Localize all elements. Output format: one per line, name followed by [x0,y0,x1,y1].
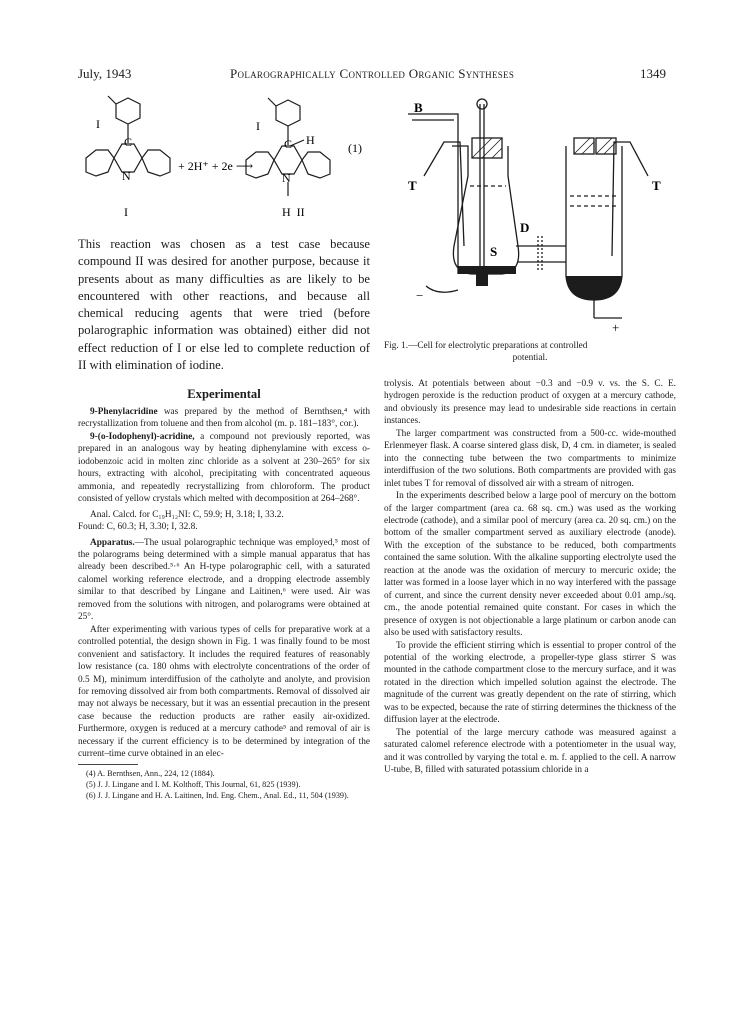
footnote-rule [78,764,138,765]
intro-block [78,236,370,374]
running-head-date: July, 1943 [78,66,132,81]
equation-number: (1) [348,141,362,155]
experimental-section [78,380,370,801]
paragraph-potential: The potential of the large mercury cathode was measured against a saturated calomel reference electrode with a potentiometer in the usual way, and it was controlled by varying the total e. m. f. applied to the cell. A narrow U-tube, B, filled with saturated potassium chloride in a [384,727,676,776]
nitrogen-atom-II: N [282,171,291,185]
label-b: B [414,100,423,115]
label-plus: + [612,320,620,335]
acridine-left-ring-I [86,150,114,176]
figure-caption-line-2: potential. [512,353,548,363]
cathode-lead [426,286,458,292]
cathode-stopcock [476,274,488,286]
anode-mercury-pool [566,276,622,300]
label-t-right: T [652,178,661,193]
carbon-atom-I: C [124,135,133,149]
running-head-title: Polarographically Controlled Organic Syntheses [230,66,515,81]
left-stopper [472,138,502,158]
page-number: 1349 [640,66,666,81]
label-s: S [490,244,498,259]
label-t-left: T [408,178,417,193]
label-minus: − [416,288,424,303]
figure-caption [384,340,676,364]
paragraph-iodophenyl-acridine: 9-(o-Iodophenyl)-acridine, a compound not previously reported, was prepared in an analogous way by heating diphenylamine with excess o-iodobenzoic acid in molten zinc chloride as a solvent at 230–265° for six hours, extracting with alcohol, precipitating with concentrated aqueous ammonia, and repeatedly recrystallizing from chloroform. The product consisted of yellow crystals which melted with decomposition at 264–268°. [78,431,370,505]
reaction-equation-diagram [78,88,370,234]
carbon-atom-II: C [284,137,293,151]
right-column-text [384,378,676,777]
phenyl-ring-II [276,100,300,126]
analysis-found: Found: C, 60.3; H, 3.30; I, 32.8. [78,522,198,533]
paragraph-compartments: The larger compartment was constructed from a 500-cc. wide-mouthed Erlenmeyer flask. A coarse sintered glass disk, D, 4 cm. in diameter, is sealed into the connecting tube between the two compartments to minimize interdiffusion of the two solutions. Both compartments are provided with gas inlet tubes T for removal of dissolved air with a stream of nitrogen. [384,428,676,489]
paragraph-mercury-pools: In the experiments described below a large pool of mercury on the bottom of the larger compartment (area ca. 68 sq. cm.) was used as the working electrode (cathode), and a similar pool of mercury (area ca. 20 sq. cm.) on the bottom of the smaller compartment served as auxiliary electrode (anode). With the exception of the substance to be reduced, both compartments contained the same solution. With the alkaline supporting electrolyte used the reaction at the anode was the oxidation of mercury to mercuric oxide; the latter was formed in a loose layer which in no way interfered with the passage of current, and since the current density never exceeded about 0.01 amp./sq. cm., the anode potential remained quite constant. For cases in which the presence of oxygen is not objectionable a large platinum or carbon anode can also be used with satisfactory results. [384,491,676,639]
analysis-calcd: Anal. Calcd. for C₁₉H₁₂NI: C, 59.9; H, 3.18; I, 33.2. [90,509,284,520]
label-d: D [520,220,530,235]
iodine-atom-II: I [256,119,260,133]
cathode-mercury-pool [458,266,516,274]
compound-label-II: H II [282,205,305,219]
connecting-tube [516,246,566,262]
figure-1-electrolytic-cell [398,96,676,336]
footnote-6: (6) J. J. Lingane and H. A. Laitinen, Ind. Eng. Chem., Anal. Ed., 11, 504 (1939). [86,790,349,800]
paragraph-electrolysis: trolysis. At potentials between about −0.3 and −0.9 v. vs. the S. C. E. hydrogen peroxide is the reduction product of oxygen at a mercury cathode, and obviously its presence may lead to undesirable side reactions in certain instances. [384,379,676,427]
nitrogen-atom-I: N [122,169,131,183]
paragraph-stirring: To provide the efficient stirring which is essential to proper control of the potential of the working electrode, a propeller-type glass stirrer S was mounted in the cathode compartment close to the mercury surface, and it was rotated in the direction which impelled solution against the electrode. The magnitude of the current was greatly dependent on the rate of stirring, which was to be expected, because the rate of stirring determines the thickness of the diffusion layer at the electrode. [384,640,676,726]
footnote-5: (5) J. J. Lingane and I. M. Kolthoff, This Journal, 61, 825 (1939). [86,779,301,789]
intro-paragraph: This reaction was chosen as a test case because compound II was desired for another purpose, because it presents about as many difficulties as are likely to be encountered with other reactions, and because all chemical reducing agents that were tried (before polarographic information was obtained) either did not effect reduction of I or else led to complete reduction of II with elimination of iodine. [78,237,370,373]
acridine-right-ring-I [142,150,170,176]
footnotes [78,768,370,801]
iodine-atom-I: I [96,117,100,131]
phenyl-ring-I [116,98,140,124]
figure-caption-line-1: Fig. 1.—Cell for electrolytic preparations at controlled [384,341,588,351]
compound-label-I: I [124,205,128,219]
acridine-right-ring-II [302,152,330,178]
paragraph-apparatus: Apparatus.—The usual polarographic technique was employed,⁵ most of the polarograms being determined with a simple manual apparatus that has already been described.⁵·⁶ An H-type polarographic cell, with a saturated calomel working reference electrode, and a dropping electrode assembly similar to that described by Lingane and Laitinen,⁶ were used. Air was removed from the solutions with nitrogen, and polarograms were obtained at 25°. [78,537,370,623]
anode-lead [594,300,622,318]
section-heading-experimental: Experimental [187,387,261,401]
footnote-4: (4) A. Bernthsen, Ann., 224, 12 (1884). [86,768,215,778]
paragraph-phenylacridine: 9-Phenylacridine was prepared by the method of Bernthsen,⁴ with recrystallization from toluene and then from alcohol (m. p. 181–183°, cor.). [78,407,370,430]
paragraph-cell-design: After experimenting with various types of cells for preparative work at a controlled potential, the design shown in Fig. 1 was finally found to be most convenient and satisfactory. It includes the required features of reasonably low resistance (ca. 180 ohms with electrolyte concentrations of the order of 0.5 M), minimum interdiffusion of the catholyte and anolyte, and provision for removing dissolved air from both compartments. Removal of dissolved air may not always be necessary, but it was an essential precaution in the present case because the reduction products are rather easily air-oxidized. Furthermore, oxygen is reduced at a mercury cathode⁵ and removal of air is necessary if the current efficiency is to be determined by integration of the current–time curve obtained in an elec- [78,624,370,760]
u-tube-b [408,114,458,274]
gas-inlet-right [612,142,648,256]
hydrogen-atom-II: H [306,133,315,147]
equation-reagents: + 2H⁺ + 2e ⟶ [178,159,254,173]
